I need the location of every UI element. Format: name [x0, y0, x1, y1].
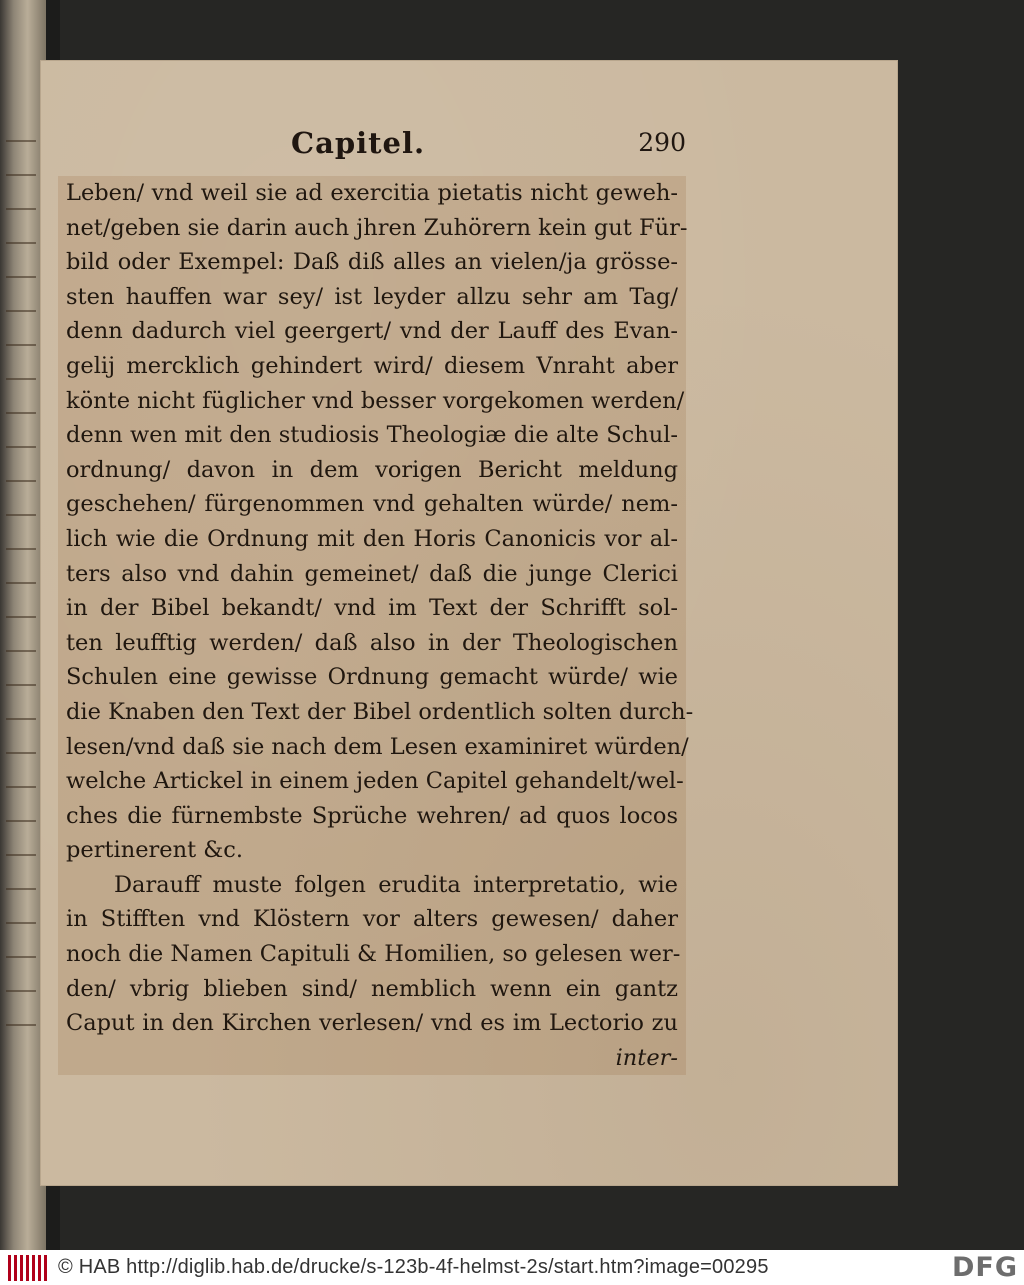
text-line: gelij mercklich gehindert wird/ diesem Vnraht aber [66, 352, 678, 379]
catchword: inter- [615, 1044, 678, 1071]
text-line: ches die fürnembste Sprüche wehren/ ad quos locos [66, 802, 678, 829]
text-line: die Knaben den Text der Bibel ordentlich solten durch- [66, 698, 694, 725]
text-line: in Stifften vnd Klöstern vor alters gewesen/ daher [66, 906, 678, 933]
page-number: 290 [638, 128, 686, 157]
text-line: net/geben sie darin auch jhren Zuhörern kein gut Für- [66, 214, 688, 241]
text-line: Schulen eine gewisse Ordnung gemacht würde/ wie [66, 664, 678, 691]
text-line: geschehen/ fürgenommen vnd gehalten würde/ nem- [66, 491, 678, 518]
text-line: Darauff muste folgen erudita interpretatio, wie [114, 871, 678, 898]
text-line: ten leufftig werden/ daß also in der Theologischen [66, 629, 678, 656]
dfg-logo: DFG [951, 1252, 1018, 1283]
text-line: lich wie die Ordnung mit den Horis Canonicis vor al- [66, 525, 678, 552]
running-head: Capitel. [291, 126, 426, 160]
page-content [66, 120, 694, 1075]
book-page [40, 60, 898, 1186]
text-line: könte nicht füglicher vnd besser vorgekomen werden/ [66, 387, 685, 414]
text-block [58, 176, 694, 1075]
text-line: pertinerent &c. [66, 837, 244, 864]
barcode-icon [8, 1255, 50, 1281]
text-line: denn dadurch viel geergert/ vnd der Lauff des Evan- [66, 318, 678, 345]
page-header [66, 120, 686, 176]
text-line: bild oder Exempel: Daß diß alles an vielen/ja grösse- [66, 249, 678, 276]
text-line: denn wen mit den studiosis Theologiæ die alte Schul- [66, 422, 678, 449]
text-line: sten hauffen war sey/ ist leyder allzu sehr am Tag/ [66, 283, 678, 310]
text-line: in der Bibel bekandt/ vnd im Text der Schrifft sol- [66, 595, 678, 622]
text-line: lesen/vnd daß sie nach dem Lesen examiniret würden/ [66, 733, 689, 760]
footer-bar [0, 1250, 1024, 1285]
text-line: den/ vbrig blieben sind/ nemblich wenn ein gantz [66, 975, 678, 1002]
text-line: ters also vnd dahin gemeinet/ daß die junge Clerici [66, 560, 678, 587]
text-line: welche Artickel in einem jeden Capitel gehandelt/wel- [66, 768, 684, 795]
text-line: ordnung/ davon in dem vorigen Bericht meldung [66, 456, 678, 483]
text-line: Leben/ vnd weil sie ad exercitia pietatis nicht geweh- [66, 180, 678, 206]
book-edge-lines [6, 140, 36, 1040]
text-line: noch die Namen Capituli & Homilien, so gelesen wer- [66, 941, 681, 968]
footer-credit-link[interactable]: © HAB http://diglib.hab.de/drucke/s-123b-4f-helmst-2s/start.htm?image=00295 [58, 1256, 769, 1278]
text-line: Caput in den Kirchen verlesen/ vnd es im Lectorio zu [66, 1010, 678, 1037]
